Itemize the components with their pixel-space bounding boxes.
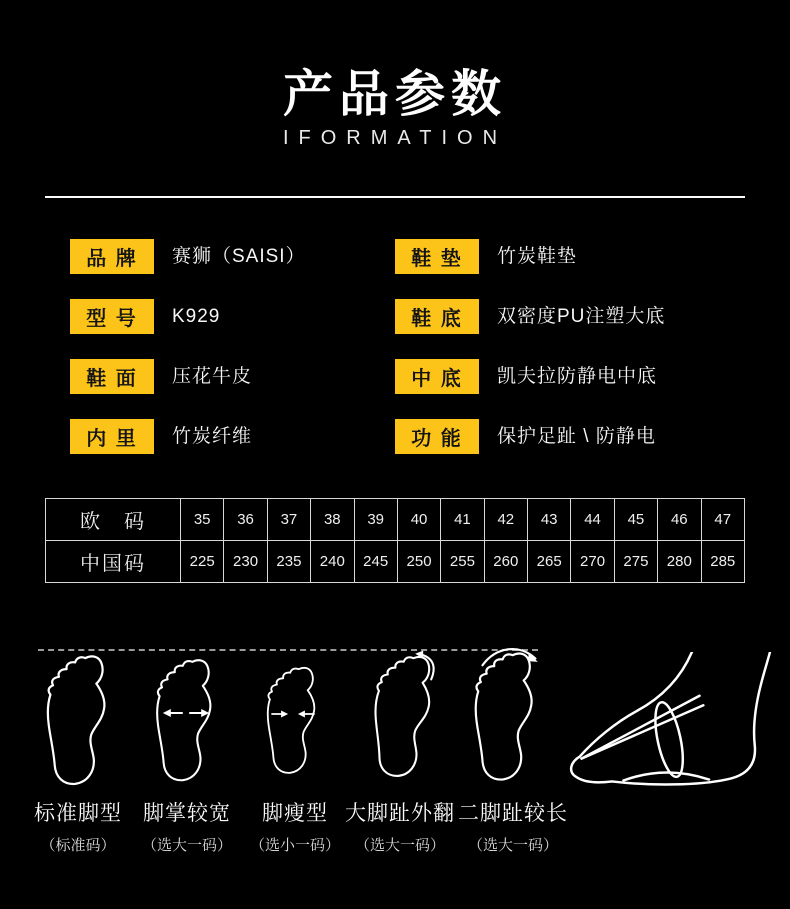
size-cell: 245 (354, 541, 397, 583)
foot-type-name: 大脚趾外翻 (345, 802, 455, 825)
foot-side-profile-measure-icon (565, 652, 777, 790)
foot-type-name: 标准脚型 (34, 802, 122, 825)
size-cell: 235 (267, 541, 310, 583)
size-table (45, 498, 745, 583)
size-cell: 250 (397, 541, 440, 583)
spec-value-upper: 压花牛皮 (172, 366, 253, 387)
foot-type-note: （选小一码） (249, 837, 341, 854)
spec-value-midsole: 凯夫拉防静电中底 (497, 366, 658, 387)
foot-type-name: 二脚趾较长 (458, 802, 568, 825)
foot-wide-arrows-icon (146, 652, 226, 790)
foot-type-label-long-secondtoe (458, 797, 568, 855)
size-cell: 43 (528, 499, 571, 541)
foot-type-note: （选大一码） (354, 837, 445, 854)
spec-outsole (395, 299, 740, 359)
size-cell: 265 (528, 541, 571, 583)
spec-brand (70, 239, 395, 299)
size-cell: 240 (311, 541, 354, 583)
size-cell: 260 (484, 541, 527, 583)
spec-label-outsole: 鞋 底 (395, 299, 479, 334)
size-cell: 45 (614, 499, 657, 541)
foot-standard-icon (36, 652, 121, 790)
foot-narrow-arrows-icon (258, 652, 328, 790)
size-cell: 41 (441, 499, 484, 541)
size-cell: 39 (354, 499, 397, 541)
size-cell: 270 (571, 541, 614, 583)
size-table-row-cn (46, 541, 745, 583)
size-cell: 225 (181, 541, 224, 583)
spec-label-brand: 品 牌 (70, 239, 154, 274)
size-cell: 38 (311, 499, 354, 541)
size-cell: 230 (224, 541, 267, 583)
size-cell: 42 (484, 499, 527, 541)
page-title: 产品参数 (283, 66, 507, 122)
size-cell: 35 (181, 499, 224, 541)
spec-value-insole: 竹炭鞋垫 (497, 246, 578, 267)
spec-midsole (395, 359, 740, 419)
page-subtitle: IFORMATION (282, 127, 508, 149)
foot-type-name: 脚掌较宽 (142, 802, 231, 825)
spec-upper (70, 359, 395, 419)
foot-bigtoe-valgus-icon (364, 640, 444, 790)
spec-label-upper: 鞋 面 (70, 359, 154, 394)
spec-label-midsole: 中 底 (395, 359, 479, 394)
foot-type-name: 脚瘦型 (261, 802, 328, 825)
size-cell: 285 (701, 541, 745, 583)
foot-type-note: （选大一码） (467, 837, 558, 854)
spec-insole (395, 239, 740, 299)
spec-value-outsole: 双密度PU注塑大底 (497, 306, 666, 327)
spec-label-function: 功 能 (395, 419, 479, 454)
spec-value-brand: 赛狮（SAISI） (172, 246, 306, 267)
foot-type-label-wide (142, 797, 232, 855)
spec-list (70, 239, 740, 479)
size-cell: 36 (224, 499, 267, 541)
size-cell: 280 (658, 541, 701, 583)
header-divider (45, 196, 745, 198)
spec-function (395, 419, 740, 479)
spec-value-lining: 竹炭纤维 (172, 426, 253, 447)
spec-value-model: K929 (172, 306, 221, 327)
size-cell: 44 (571, 499, 614, 541)
size-cell: 255 (441, 541, 484, 583)
spec-label-insole: 鞋 垫 (395, 239, 479, 274)
foot-long-secondtoe-icon (464, 638, 548, 790)
size-cell: 37 (267, 499, 310, 541)
spec-value-function: 保护足趾 \ 防静电 (497, 426, 656, 447)
spec-label-lining: 内 里 (70, 419, 154, 454)
size-table-row-eu (46, 499, 745, 541)
foot-type-note: （选大一码） (141, 837, 233, 854)
size-cell: 275 (614, 541, 657, 583)
size-row-header-eu: 欧 码 (46, 499, 181, 541)
foot-type-label-narrow (250, 797, 340, 855)
toe-alignment-dashed-line (38, 649, 538, 651)
spec-model (70, 299, 395, 359)
size-cell: 47 (701, 499, 745, 541)
size-cell: 40 (397, 499, 440, 541)
foot-type-label-valgus (345, 797, 455, 855)
spec-lining (70, 419, 395, 479)
size-cell: 46 (658, 499, 701, 541)
spec-label-model: 型 号 (70, 299, 154, 334)
foot-type-label-standard (34, 797, 122, 855)
size-row-header-cn: 中国码 (46, 541, 181, 583)
foot-type-note: （标准码） (40, 837, 116, 854)
